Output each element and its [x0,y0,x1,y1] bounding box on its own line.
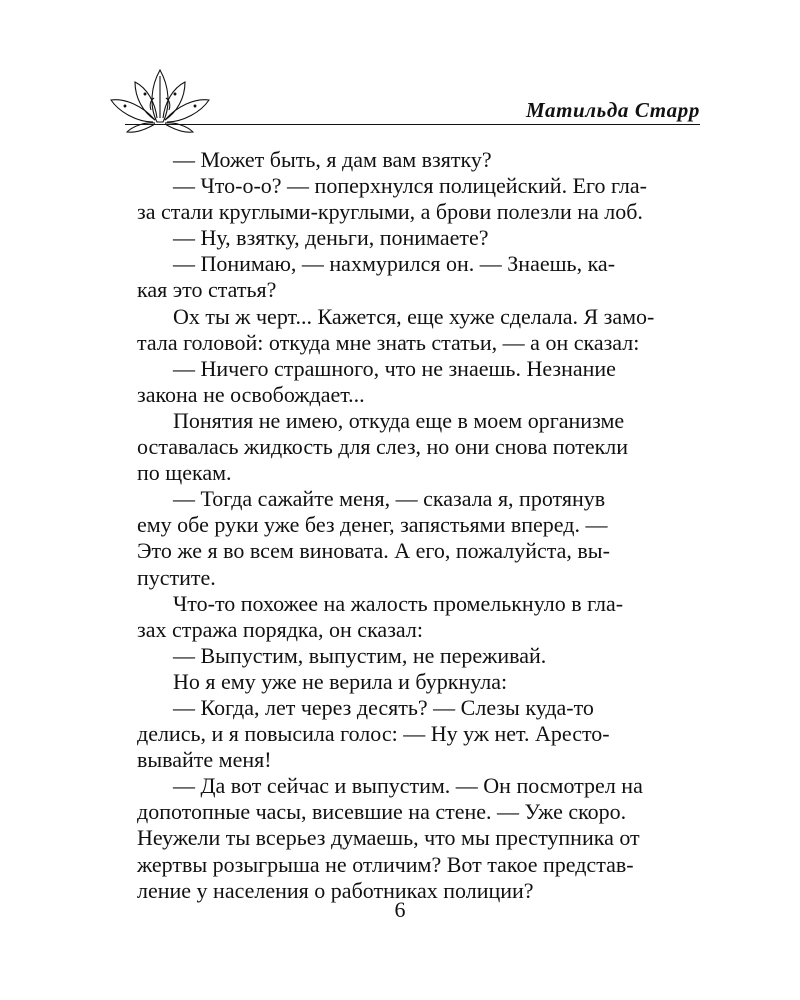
text-line: ление у населения о работниках полиции? [137,877,534,903]
text-line: Что-то похожее на жалость промелькнуло в гла- [173,590,624,616]
text-line: оставалась жидкость для слез, но они снова потекли [137,434,629,460]
text-line: — Что-о-о? — поперхнулся полицейский. Его гла- [173,173,647,199]
text-line: жертвы розыгрыша не отличим? Вот такое представ- [137,851,634,877]
text-line: по щекам. [137,460,232,486]
text-line: закона не освобождает... [137,381,365,407]
text-line: кая это статья? [137,277,277,303]
text-line: Неужели ты всерьез думаешь, что мы преступника от [137,825,640,851]
text-line: вывайте меня! [137,747,272,773]
text-line: Понятия не имею, откуда еще в моем организме [173,407,625,433]
text-line: — Да вот сейчас и выпустим. — Он посмотрел на [173,773,643,799]
text-line: за стали круглыми-круглыми, а брови полезли на лоб. [137,199,643,225]
text-line: — Выпустим, выпустим, не переживай. [173,642,547,668]
text-line: зах стража порядка, он сказал: [137,616,423,642]
text-line: — Тогда сажайте меня, — сказала я, протянув [173,486,606,512]
page-number: 6 [394,897,406,922]
running-header-author: Матильда Старр [526,98,700,122]
header-rule [125,124,700,125]
text-line: Это же я во всем виновата. А его, пожалуйста, вы- [137,538,610,564]
text-line: допотопные часы, висевшие на стене. — Уже скоро. [137,799,627,825]
text-line: — Ничего страшного, что не знаешь. Незнание [173,355,616,381]
text-line: — Когда, лет через десять? — Слезы куда-то [173,694,594,720]
text-line: Ох ты ж черт... Кажется, еще хуже сделала. Я замо- [173,303,655,329]
text-line: ему обе руки уже без денег, запястьями вперед. — [137,512,608,538]
text-line: пустите. [137,564,216,590]
text-line: Но я ему уже не верила и буркнула: [173,668,508,694]
book-page-text [137,147,697,904]
text-line: тала головой: откуда мне знать статьи, — а он сказал: [137,329,640,355]
text-line: — Ну, взятку, деньги, понимаете? [173,225,489,251]
text-line: — Понимаю, — нахмурился он. — Знаешь, ка- [173,251,616,277]
text-line: — Может быть, я дам вам взятку? [173,147,492,172]
running-header [105,60,700,135]
text-line: делись, и я повысила голос: — Ну уж нет. Аресто- [137,721,610,747]
